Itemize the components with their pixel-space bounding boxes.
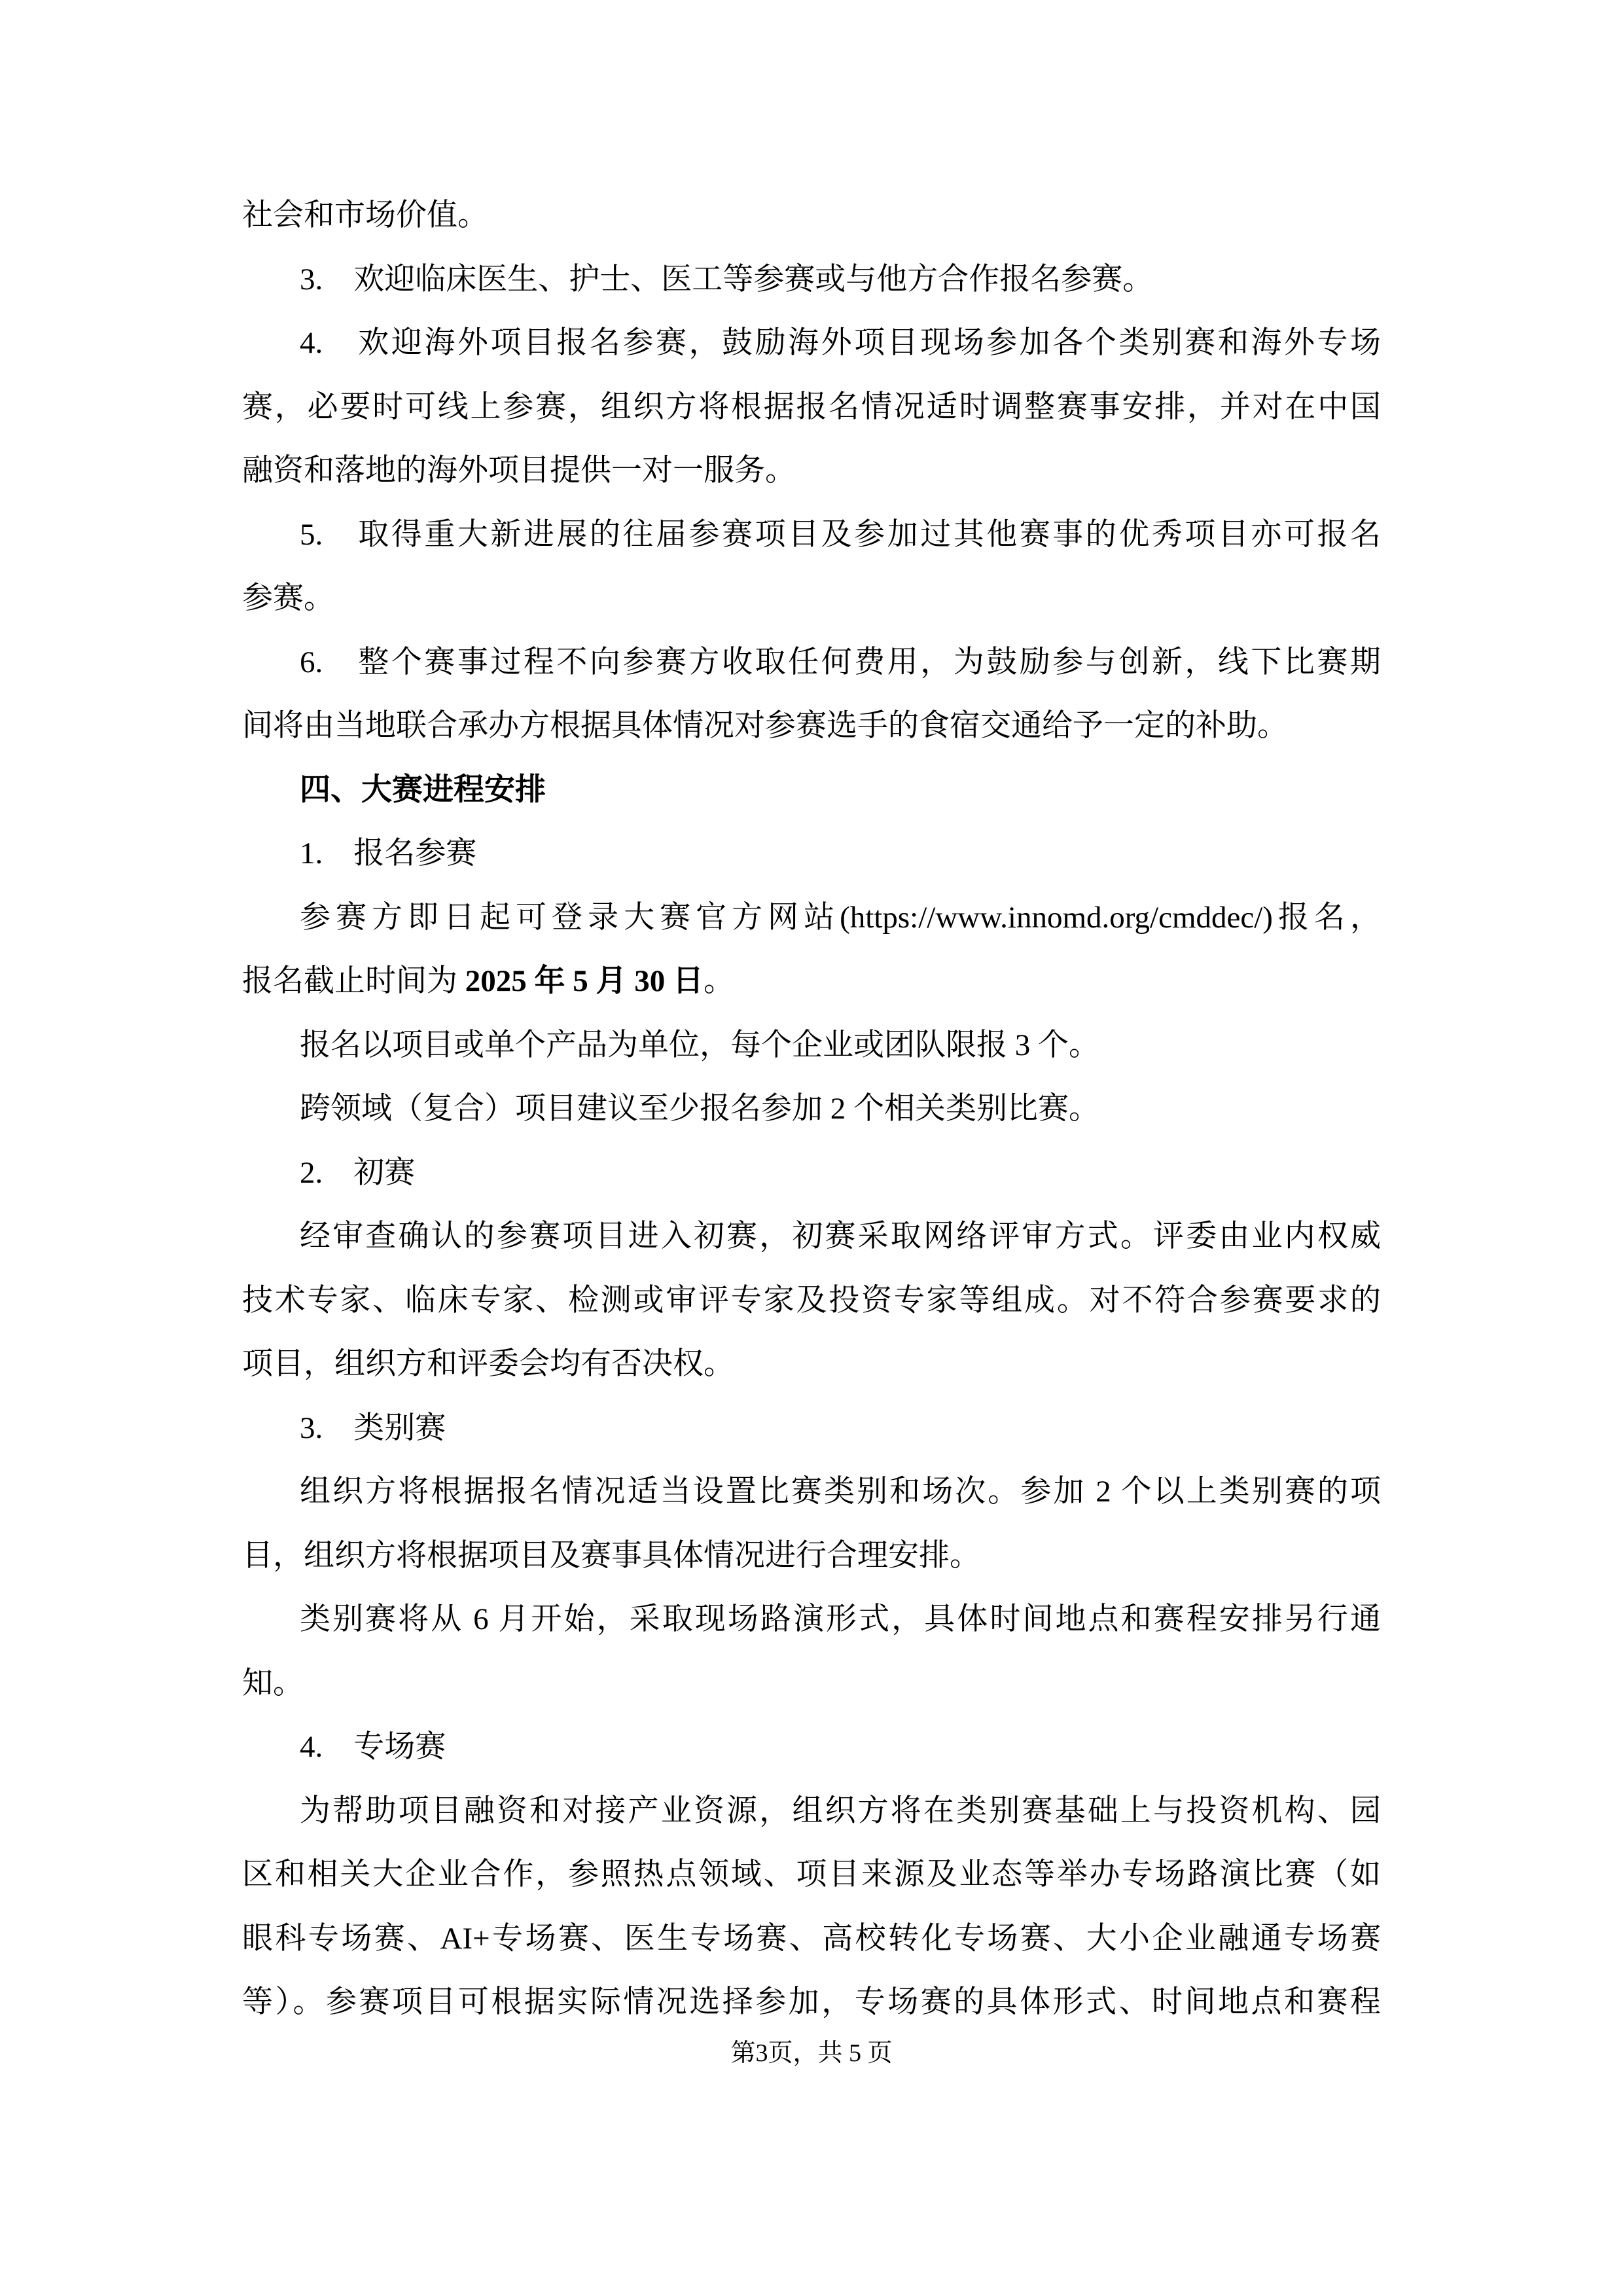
deadline-date: 2025 年 5 月 30 日 (465, 964, 704, 998)
text-line: 跨领域（复合）项目建议至少报名参加 2 个相关类别比赛。 (300, 1092, 1099, 1126)
list-item-4: 4. 欢迎海外项目报名参赛，鼓励海外项目现场参加各个类别赛和海外专场 (300, 326, 1381, 360)
list-item-special-round: 4. 专场赛 (300, 1730, 446, 1764)
list-item-5: 5. 取得重大新进展的往届参赛项目及参加过其他赛事的优秀项目亦可报名 (300, 517, 1381, 552)
page-number-footer: 第3页，共 5 页 (730, 2039, 893, 2067)
list-item-3: 3. 欢迎临床医生、护士、医工等参赛或与他方合作报名参赛。 (300, 262, 1154, 296)
deadline-prefix: 报名截止时间为 (242, 964, 465, 998)
text-line: 社会和市场价值。 (242, 198, 488, 232)
text-line: 赛，必要时可线上参赛，组织方将根据报名情况适时调整赛事安排，并对在中国 (242, 389, 1381, 424)
text-line: 项目，组织方和评委会均有否决权。 (242, 1347, 734, 1381)
list-item-registration: 1. 报名参赛 (300, 836, 477, 870)
text-line-website-url: 参赛方即日起可登录大赛官方网站(https://www.innomd.org/cmddec/)报名， (300, 900, 1381, 935)
text-line: 知。 (242, 1666, 304, 1700)
text-line: 类别赛将从 6 月开始，采取现场路演形式，具体时间地点和赛程安排另行通 (300, 1602, 1381, 1636)
text-line: 为帮助项目融资和对接产业资源，组织方将在类别赛基础上与投资机构、园 (300, 1793, 1381, 1828)
text-line: 等）。参赛项目可根据实际情况选择参加，专场赛的具体形式、时间地点和赛程 (242, 1985, 1381, 2019)
page-body (242, 184, 1381, 2035)
text-line: 组织方将根据报名情况适当设置比赛类别和场次。参加 2 个以上类别赛的项 (300, 1475, 1381, 1509)
section-heading-progress-arrangement: 四、大赛进程安排 (300, 772, 546, 807)
text-line: 区和相关大企业合作，参照热点领域、项目来源及业态等举办专场路演比赛（如 (242, 1857, 1381, 1892)
text-line: 参赛。 (242, 581, 334, 615)
text-line: 技术专家、临床专家、检测或审评专家及投资专家等组成。对不符合参赛要求的 (242, 1283, 1381, 1318)
text-line: 报名以项目或单个产品为单位，每个企业或团队限报 3 个。 (300, 1028, 1099, 1062)
text-line: 眼科专场赛、AI+专场赛、医生专场赛、高校转化专场赛、大小企业融通专场赛 (242, 1921, 1381, 1956)
deadline-suffix: 。 (704, 964, 734, 998)
text-line: 间将由当地联合承办方根据具体情况对参赛选手的食宿交通给予一定的补助。 (242, 709, 1288, 743)
text-line-deadline (242, 950, 1381, 1014)
list-item-preliminary: 2. 初赛 (300, 1155, 416, 1190)
text-line: 经审查确认的参赛项目进入初赛，初赛采取网络评审方式。评委由业内权威 (300, 1219, 1381, 1253)
text-line: 目，组织方将根据项目及赛事具体情况进行合理安排。 (242, 1538, 980, 1573)
list-item-6: 6. 整个赛事过程不向参赛方收取任何费用，为鼓励参与创新，线下比赛期 (300, 645, 1381, 679)
list-item-category-round: 3. 类别赛 (300, 1410, 446, 1445)
text-line: 融资和落地的海外项目提供一对一服务。 (242, 454, 796, 488)
